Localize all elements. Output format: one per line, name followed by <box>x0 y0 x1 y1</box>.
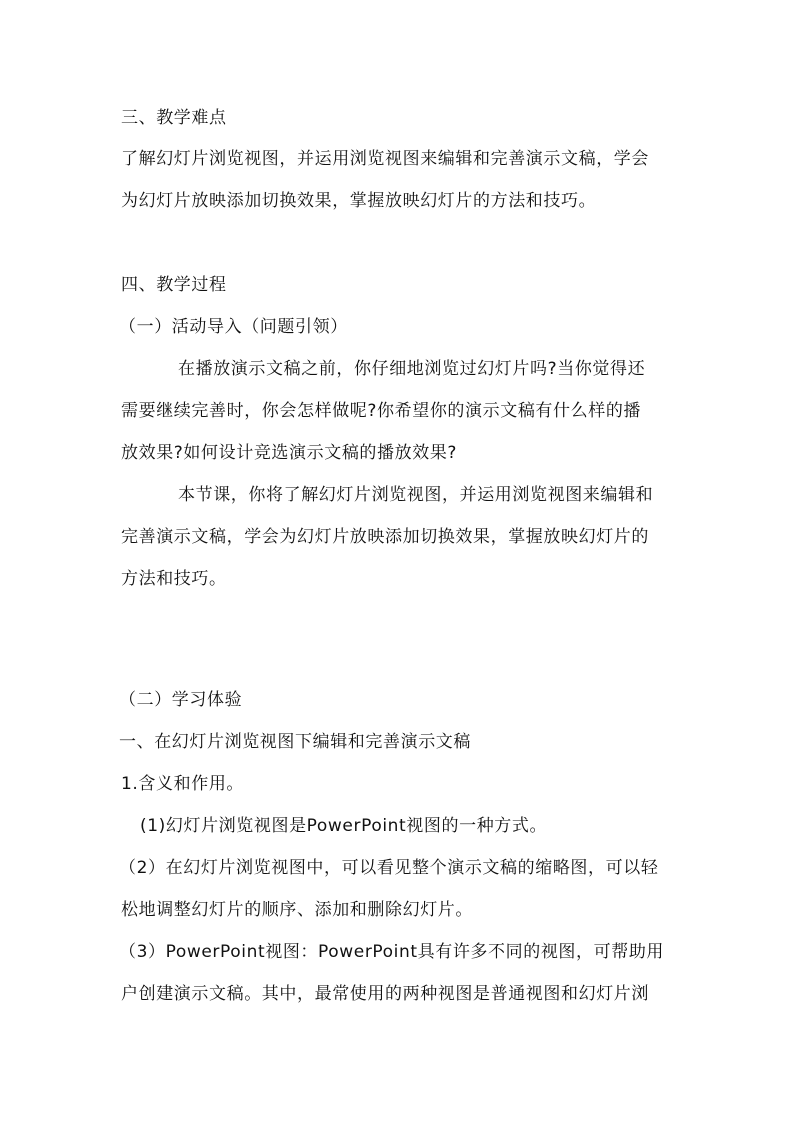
section-heading-process: 四、教学过程 <box>121 275 227 295</box>
paragraph-line: 在播放演示文稿之前，你仔细地浏览过幻灯片吗?当你觉得还 <box>178 359 646 379</box>
list-point: （3）PowerPoint视图：PowerPoint具有许多不同的视图，可帮助用 <box>119 942 665 962</box>
paragraph-line: 完善演示文稿，学会为幻灯片放映添加切换效果，掌握放映幻灯片的 <box>121 527 649 547</box>
list-point: （2）在幻灯片浏览视图中，可以看见整个演示文稿的缩略图，可以轻 <box>119 858 659 878</box>
subsection-heading-experience: （二）学习体验 <box>119 690 243 710</box>
section-heading-difficulties: 三、教学难点 <box>121 108 227 128</box>
paragraph-line: 为幻灯片放映添加切换效果，掌握放映幻灯片的方法和技巧。 <box>121 191 597 211</box>
subsection-heading-intro: （一）活动导入（问题引领） <box>119 317 348 337</box>
paragraph-line: 放效果?如何设计竞选演示文稿的播放效果? <box>121 443 458 463</box>
paragraph-line: 了解幻灯片浏览视图，并运用浏览视图来编辑和完善演示文稿，学会 <box>121 149 649 169</box>
paragraph-line: 方法和技巧。 <box>121 569 227 589</box>
paragraph-line: 松地调整幻灯片的顺序、添加和删除幻灯片。 <box>121 900 473 920</box>
list-point: (1)幻灯片浏览视图是PowerPoint视图的一种方式。 <box>140 816 548 836</box>
paragraph-line: 需要继续完善时，你会怎样做呢?你希望你的演示文稿有什么样的播 <box>121 401 642 421</box>
topic-heading: 一、在幻灯片浏览视图下编辑和完善演示文稿 <box>119 732 471 752</box>
paragraph-line: 户创建演示文稿。其中，最常使用的两种视图是普通视图和幻灯片浏 <box>121 984 649 1004</box>
paragraph-line: 本节课，你将了解幻灯片浏览视图，并运用浏览视图来编辑和 <box>178 485 654 505</box>
list-item: 1.含义和作用。 <box>121 774 245 794</box>
